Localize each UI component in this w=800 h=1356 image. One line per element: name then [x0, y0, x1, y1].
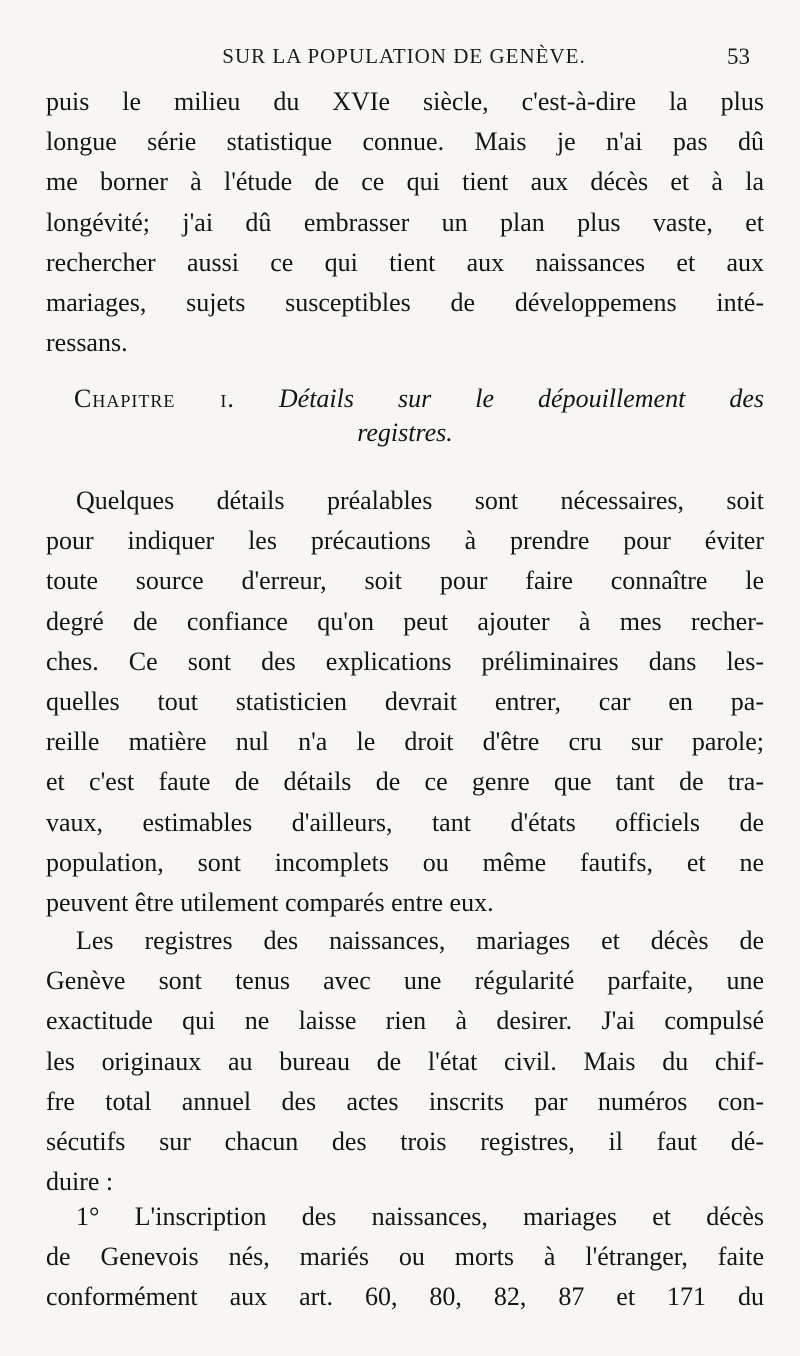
paragraph-registres	[46, 921, 764, 1202]
chapter-heading	[46, 384, 764, 448]
page-number: 53	[727, 44, 750, 69]
text-line: les originaux au bureau de l'état civil. Mais du chif-	[46, 1046, 764, 1076]
text-line: et c'est faute de détails de ce genre que tant de tra-	[46, 767, 764, 797]
text-line: peuvent être utilement comparés entre eux.	[46, 888, 494, 918]
text-line: fre total annuel des actes inscrits par numéros con-	[46, 1086, 764, 1116]
chapter-label: Chapitre i.	[74, 384, 235, 413]
text-line: reille matière nul n'a le droit d'être cru sur parole;	[46, 727, 764, 757]
text-line: pour indiquer les précautions à prendre pour éviter	[46, 526, 764, 556]
paragraph-details	[46, 481, 764, 923]
text-line: de Genevois nés, mariés ou morts à l'étranger, faite	[46, 1242, 764, 1272]
text-line: longue série statistique connue. Mais je n'ai pas dû	[46, 127, 764, 157]
text-line: conformément aux art. 60, 80, 82, 87 et 171 du	[46, 1282, 764, 1312]
text-line: ressans.	[46, 328, 128, 358]
paragraph-item-1	[46, 1197, 764, 1318]
text-line: sécutifs sur chacun des trois registres, il faut dé-	[46, 1127, 764, 1157]
text-line: puis le milieu du XVIe siècle, c'est-à-dire la plus	[46, 87, 764, 116]
paragraph-intro	[46, 82, 764, 363]
text-line: mariages, sujets susceptibles de développemens inté-	[46, 288, 764, 318]
text-line: toute source d'erreur, soit pour faire connaître le	[46, 566, 764, 596]
text-line: population, sont incomplets ou même fautifs, et ne	[46, 847, 764, 877]
text-line: me borner à l'étude de ce qui tient aux décès et à la	[46, 167, 764, 197]
text-line: vaux, estimables d'ailleurs, tant d'états officiels de	[46, 807, 764, 837]
running-head	[48, 44, 760, 76]
text-line: Les registres des naissances, mariages et décès de	[76, 926, 764, 955]
text-line: Quelques détails préalables sont nécessaires, soit	[76, 486, 764, 515]
text-line: Genève sont tenus avec une régularité parfaite, une	[46, 966, 764, 996]
text-line: exactitude qui ne laisse rien à desirer. J'ai compulsé	[46, 1006, 764, 1036]
chapter-title-line-2: registres.	[357, 418, 453, 447]
running-title: SUR LA POPULATION DE GENÈVE.	[222, 44, 586, 68]
text-line: rechercher aussi ce qui tient aux naissances et aux	[46, 247, 764, 277]
text-line: longévité; j'ai dû embrasser un plan plus vaste, et	[46, 207, 764, 237]
text-line: duire :	[46, 1167, 114, 1197]
text-line: quelles tout statisticien devrait entrer, car en pa-	[46, 687, 764, 717]
text-line: degré de confiance qu'on peut ajouter à mes recher-	[46, 606, 764, 636]
chapter-title-line-1: Détails sur le dépouillement des	[278, 384, 764, 413]
text-line: ches. Ce sont des explications préliminaires dans les-	[46, 646, 764, 676]
text-line: 1° L'inscription des naissances, mariages et décès	[76, 1202, 764, 1231]
chapter-heading-line	[46, 384, 764, 414]
